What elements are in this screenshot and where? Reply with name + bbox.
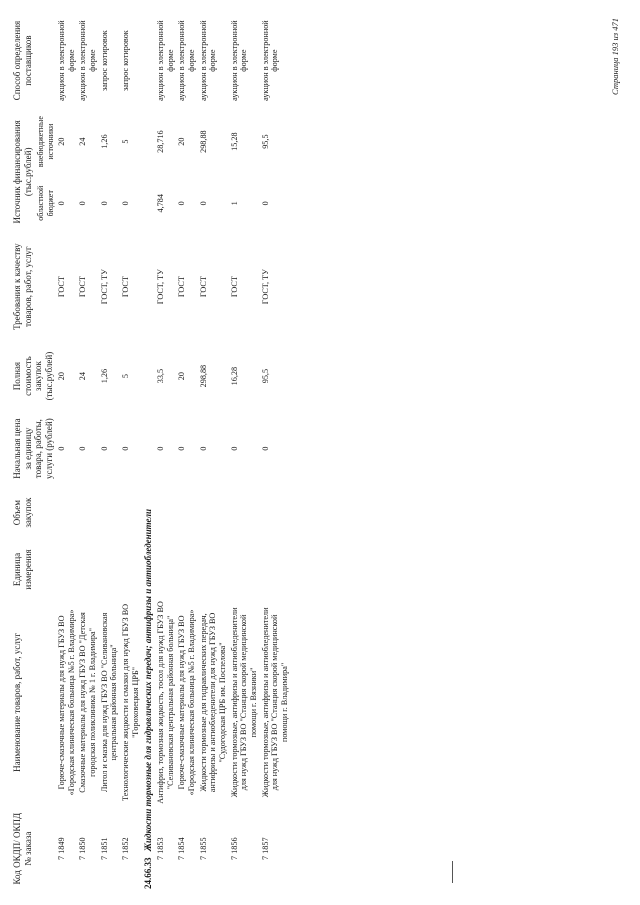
header-unit: Единица измерения	[12, 549, 33, 590]
table-row	[56, 11, 77, 891]
row-unit	[120, 540, 141, 598]
row-offbudget: 20	[177, 137, 187, 146]
header-name: Наименование товаров, работ, услуг	[12, 632, 22, 772]
row-unit	[176, 540, 197, 598]
row-total: 95,5	[260, 368, 270, 384]
row-volume	[229, 485, 260, 541]
row-offbudget: 24	[78, 137, 88, 146]
table-row	[229, 11, 260, 891]
row-offbudget: 1,26	[99, 134, 109, 149]
row-total: 24	[78, 372, 88, 381]
page-number: Страница 193 из 471	[610, 18, 620, 95]
table-row	[120, 11, 141, 891]
row-regional: 0	[198, 201, 208, 206]
table-row	[77, 11, 98, 891]
row-requirements: ГОСТ	[177, 276, 187, 298]
table-row	[155, 11, 176, 891]
header-source-offbudget: внебюджетные источники	[36, 116, 55, 168]
table-header-row	[8, 11, 34, 891]
row-offbudget: 298,88	[198, 130, 208, 153]
row-offbudget: 15,28	[229, 132, 239, 151]
row-code: 7 1856	[229, 837, 239, 860]
row-method: аукцион в электронной форме	[229, 20, 249, 101]
header-source: Источник финансирования (тыс.рублей)	[12, 120, 33, 224]
section-code: 24.66.33	[143, 857, 154, 889]
row-offbudget: 20	[57, 137, 67, 146]
row-volume	[198, 485, 229, 541]
row-price: 0	[99, 446, 109, 451]
row-method: аукцион в электронной форме	[156, 20, 175, 101]
row-total: 5	[121, 374, 131, 379]
row-unit	[155, 540, 176, 598]
row-price: 0	[78, 446, 88, 451]
row-volume	[56, 485, 77, 541]
row-name: Смазочные материалы для нужд ГБУЗ ВО "Детская городская поликлиника № 1 г. Владимира"	[78, 612, 98, 793]
row-offbudget: 5	[121, 139, 131, 144]
row-total: 20	[177, 372, 187, 381]
row-requirements: ГОСТ, ТУ	[99, 269, 109, 305]
row-regional: 0	[57, 201, 67, 206]
row-volume	[120, 485, 141, 541]
row-name: Литол и смазка для нужд ГБУЗ ВО "Селивановская центральная районная больница"	[99, 612, 119, 793]
row-total: 1,26	[99, 368, 109, 384]
header-source-regional: областной бюджет	[36, 185, 55, 221]
row-method: аукцион в электронной форме	[260, 20, 280, 101]
row-regional: 0	[121, 201, 131, 206]
table-row	[99, 11, 120, 891]
row-price: 0	[198, 446, 208, 451]
header-method: Способ определения поставщиков	[12, 20, 33, 101]
row-code: 7 1854	[177, 837, 187, 860]
row-volume	[260, 485, 291, 541]
row-method: запрос котировок	[99, 30, 109, 91]
row-regional: 0	[177, 201, 187, 206]
row-method: запрос котировок	[121, 30, 131, 91]
scan-artifact-mark	[452, 861, 453, 883]
row-method: аукцион в электронной форме	[57, 20, 76, 101]
row-unit	[56, 540, 77, 598]
row-unit	[229, 540, 260, 598]
row-unit	[260, 540, 291, 598]
row-volume	[155, 485, 176, 541]
row-volume	[99, 485, 120, 541]
procurement-table	[8, 11, 291, 891]
row-code: 7 1851	[99, 837, 109, 860]
row-unit	[198, 540, 229, 598]
row-total: 33,5	[156, 368, 166, 384]
row-code: 7 1852	[121, 837, 131, 860]
row-regional: 0	[260, 201, 270, 206]
row-code: 7 1857	[260, 837, 270, 860]
row-name: Жидкости тормозные, антифризы и антиобледенители для нужд ГБУЗ ВО "Станция скорой медицинской помощи г. Вязники"	[229, 607, 259, 798]
row-requirements: ГОСТ, ТУ	[260, 269, 270, 305]
row-method: аукцион в электронной форме	[198, 20, 218, 101]
row-price: 0	[156, 446, 166, 451]
row-total: 20	[57, 372, 67, 381]
row-name: Технологические жидкости и смазки для нужд ГБУЗ ВО "Гороховецкая ЦРБ"	[121, 603, 140, 801]
row-code: 7 1853	[156, 837, 166, 860]
row-regional: 0	[99, 201, 109, 206]
row-name: Горюче-смазочные материалы для нужд ГБУЗ ВО «Городская клиническая больница №5 г. Владимира»	[57, 609, 76, 796]
row-name: Антифриз, тормозная жидкость, тосол для нужд ГБУЗ ВО "Селивановская центральная районная больница"	[156, 601, 175, 804]
table-row	[198, 11, 229, 891]
row-price: 0	[177, 446, 187, 451]
row-offbudget: 28,716	[156, 130, 166, 153]
row-requirements: ГОСТ	[229, 276, 239, 298]
row-name: Жидкости тормозные, антифризы и антиобледенители для нужд ГБУЗ ВО "Станция скорой медицинской помощи г. Владимира"	[260, 607, 290, 798]
row-code: 7 1855	[198, 837, 208, 860]
header-price: Начальная цена за единицу товара, работы, услуги (рублей)	[12, 418, 54, 479]
row-offbudget: 95,5	[260, 134, 270, 149]
row-requirements: ГОСТ, ТУ	[156, 269, 166, 305]
row-price: 0	[229, 446, 239, 451]
row-method: аукцион в электронной форме	[78, 20, 98, 101]
header-total: Полная стоимость закупок (тыс.рублей)	[12, 351, 54, 401]
row-unit	[77, 540, 98, 598]
row-requirements: ГОСТ	[198, 276, 208, 298]
row-price: 0	[260, 446, 270, 451]
row-regional: 4,784	[156, 194, 166, 213]
row-price: 0	[57, 446, 67, 451]
row-total: 16,28	[229, 366, 239, 386]
row-regional: 1	[229, 201, 239, 206]
row-requirements: ГОСТ	[78, 276, 88, 298]
row-name: Жидкости тормозные для гидравлических передач, антифризы и антиобледенители для нужд ГБУЗ ВО "Судогодская ЦРБ им. Поспелова"	[198, 612, 228, 793]
header-volume: Объем закупок	[12, 497, 33, 528]
row-requirements: ГОСТ	[57, 276, 67, 298]
row-name: Горюче-смазочные материалы для нужд ГБУЗ ВО «Городская клиническая больница №5 г. Владимира»	[177, 609, 197, 796]
header-code: Код ОКДП/ ОКПД № заказа	[12, 812, 33, 885]
row-total: 298,88	[198, 364, 208, 388]
section-row	[141, 11, 155, 891]
header-requirements: Требования к качеству товаров, работ, услуг	[12, 243, 33, 330]
row-method: аукцион в электронной форме	[177, 20, 197, 101]
row-code: 7 1850	[78, 837, 88, 860]
table-row	[176, 11, 197, 891]
row-regional: 0	[78, 201, 88, 206]
row-requirements: ГОСТ	[121, 276, 131, 298]
table-row	[260, 11, 291, 891]
row-unit	[99, 540, 120, 598]
section-title: Жидкости тормозные для гидравлических передач; антифризы и антиобледенители	[143, 509, 154, 852]
row-code: 7 1849	[57, 837, 67, 860]
row-price: 0	[121, 446, 131, 451]
row-volume	[77, 485, 98, 541]
row-volume	[176, 485, 197, 541]
